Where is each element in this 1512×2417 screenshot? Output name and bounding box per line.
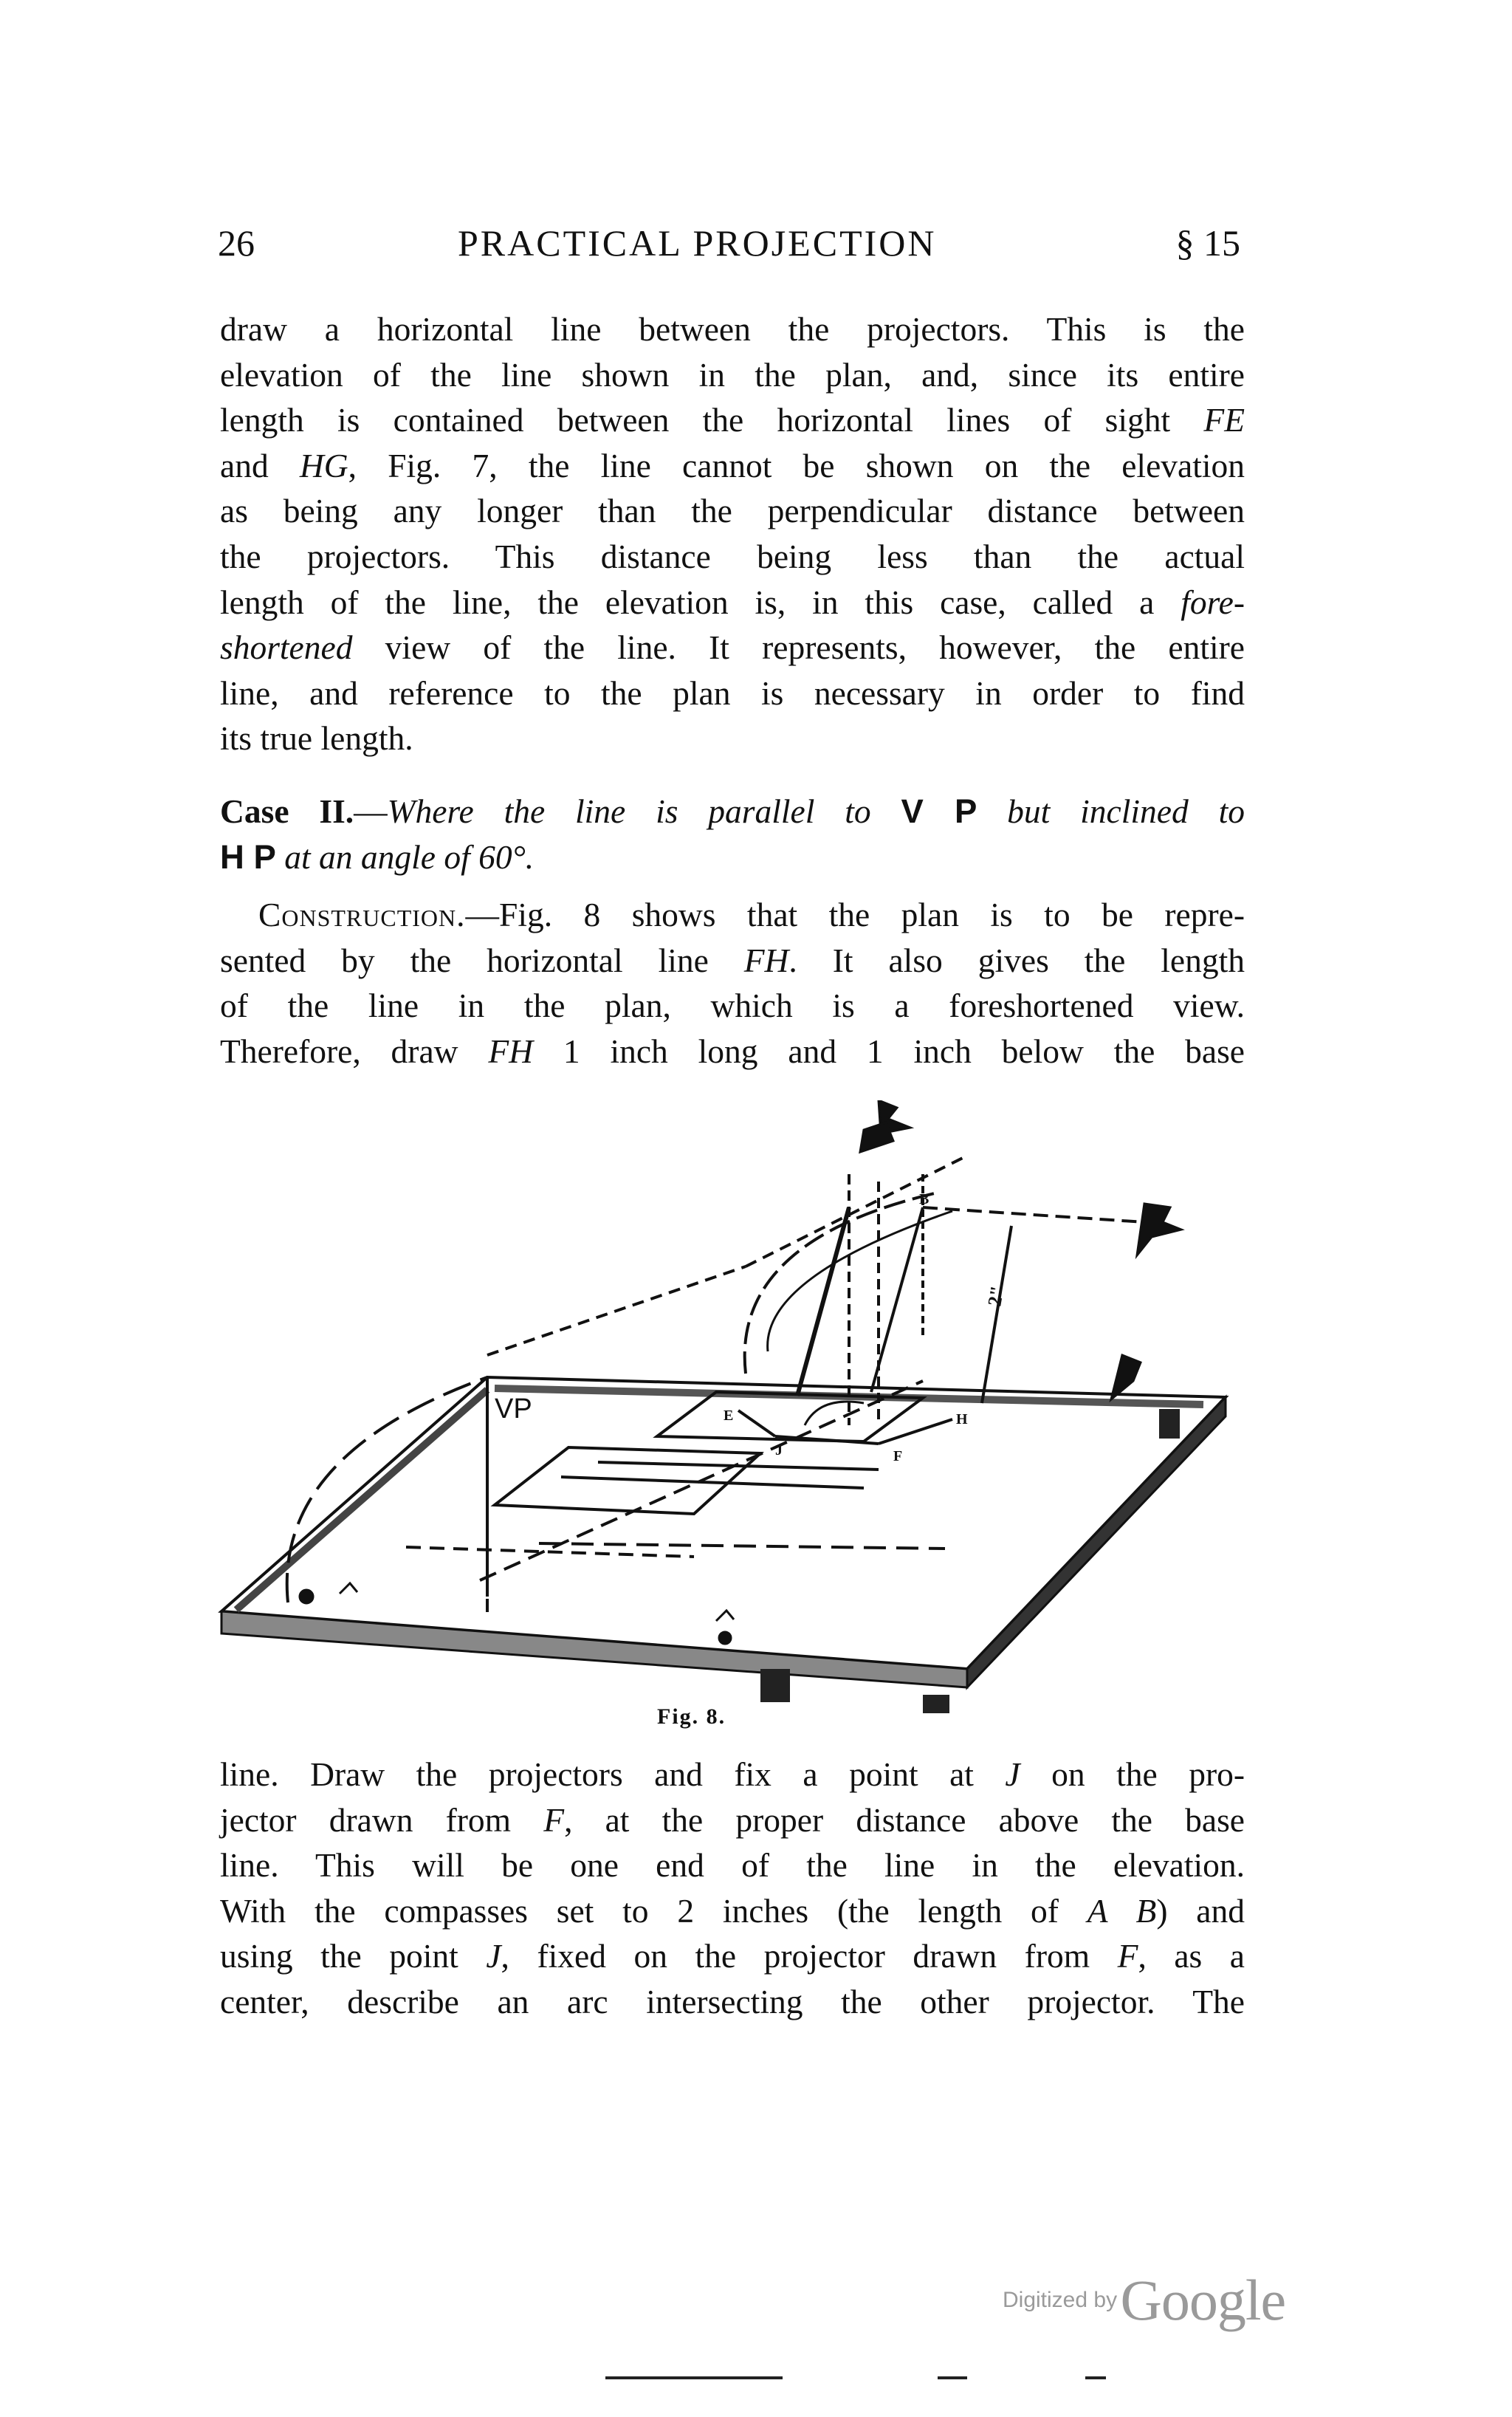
scan-artifact-rule — [938, 2376, 967, 2379]
label-ab: A B — [1087, 1891, 1157, 1930]
label-vp: VP — [495, 1393, 532, 1425]
label-vp: V P — [901, 792, 977, 830]
label-j: J — [775, 1442, 783, 1458]
text-line: length of the line, the elevation is, in this case, called a fore- — [220, 583, 1245, 621]
text-line: draw a horizontal line between the projectors. This is the — [220, 310, 1245, 348]
label-f: F — [893, 1448, 903, 1464]
text-line: elevation of the line shown in the plan, and, since its entire — [220, 355, 1245, 394]
text-line: as being any longer than the perpendicular distance between — [220, 492, 1245, 530]
text-line: line. This will be one end of the line in the elevation. — [220, 1846, 1245, 1885]
figure-caption: Fig. 8. — [657, 1704, 726, 1729]
eye-icon — [860, 1122, 893, 1152]
text-line: using the point J, fixed on the projector drawn from F, as a — [220, 1937, 1245, 1975]
eye-icon — [1137, 1204, 1181, 1255]
paragraph-2 — [220, 1752, 1245, 2025]
case-label: Case II. — [220, 792, 354, 830]
watermark-brand: Google — [1120, 2268, 1286, 2332]
text-line: its true length. — [220, 719, 413, 758]
label-2-inches: 2" — [983, 1283, 1008, 1309]
section-number: § 15 — [1175, 222, 1240, 264]
text-line: Construction.—Fig. 8 shows that the plan is to be repre- — [258, 896, 1245, 933]
term-fore: fore- — [1181, 583, 1245, 621]
text-line: and HG, Fig. 7, the line cannot be shown on the elevation — [220, 446, 1245, 484]
text-line: sented by the horizontal line FH. It also gives the length — [220, 941, 1245, 979]
text-line: the projectors. This distance being less than the actual — [220, 537, 1245, 575]
label-b: B — [919, 1191, 929, 1207]
watermark-prefix: Digitized by — [1003, 2288, 1118, 2312]
text-line: Therefore, draw FH 1 inch long and 1 inch below the base — [220, 1032, 1245, 1070]
term-shortened: shortened — [220, 628, 353, 667]
label-fe: FE — [1203, 401, 1245, 439]
digitized-watermark — [1003, 2267, 1285, 2334]
text-line: line. Draw the projectors and fix a point at J on the pro- — [220, 1755, 1245, 1793]
running-header — [214, 222, 1248, 281]
label-h: H — [956, 1411, 968, 1427]
text-line: With the compasses set to 2 inches (the length of A B) and — [220, 1891, 1245, 1930]
construction-label: Construction. — [258, 896, 466, 933]
text-line: of the line in the plan, which is a foreshortened view. — [220, 987, 1245, 1025]
label-j: J — [1005, 1755, 1020, 1793]
text-line: Case II.—Where the line is parallel to V P but inclined to — [220, 792, 1245, 830]
label-f: F — [543, 1800, 565, 1839]
text-line: shortened view of the line. It represents, however, the entire — [220, 628, 1245, 667]
figure-8-drawing — [214, 1100, 1262, 1713]
running-title: PRACTICAL PROJECTION — [458, 222, 937, 264]
text-line: jector drawn from F, at the proper distance above the base — [220, 1800, 1245, 1839]
text-line: length is contained between the horizontal lines of sight FE — [220, 401, 1245, 439]
text-line: center, describe an arc intersecting the other projector. The — [220, 1982, 1245, 2020]
scan-artifact-rule — [605, 2376, 783, 2379]
paragraph-1 — [220, 306, 1245, 761]
page-number: 26 — [218, 222, 255, 264]
scan-artifact-rule — [1085, 2376, 1106, 2379]
case-heading — [220, 789, 1245, 880]
label-hg: HG — [299, 446, 348, 484]
label-hp: H P — [220, 837, 276, 876]
text-line: line, and reference to the plan is necessary in order to find — [220, 673, 1245, 712]
construction-paragraph — [220, 892, 1245, 1074]
eye-icon — [1111, 1355, 1141, 1399]
label-fh: FH — [743, 941, 789, 979]
text-line: H P at an angle of 60°. — [220, 837, 535, 876]
label-e: E — [724, 1408, 734, 1424]
